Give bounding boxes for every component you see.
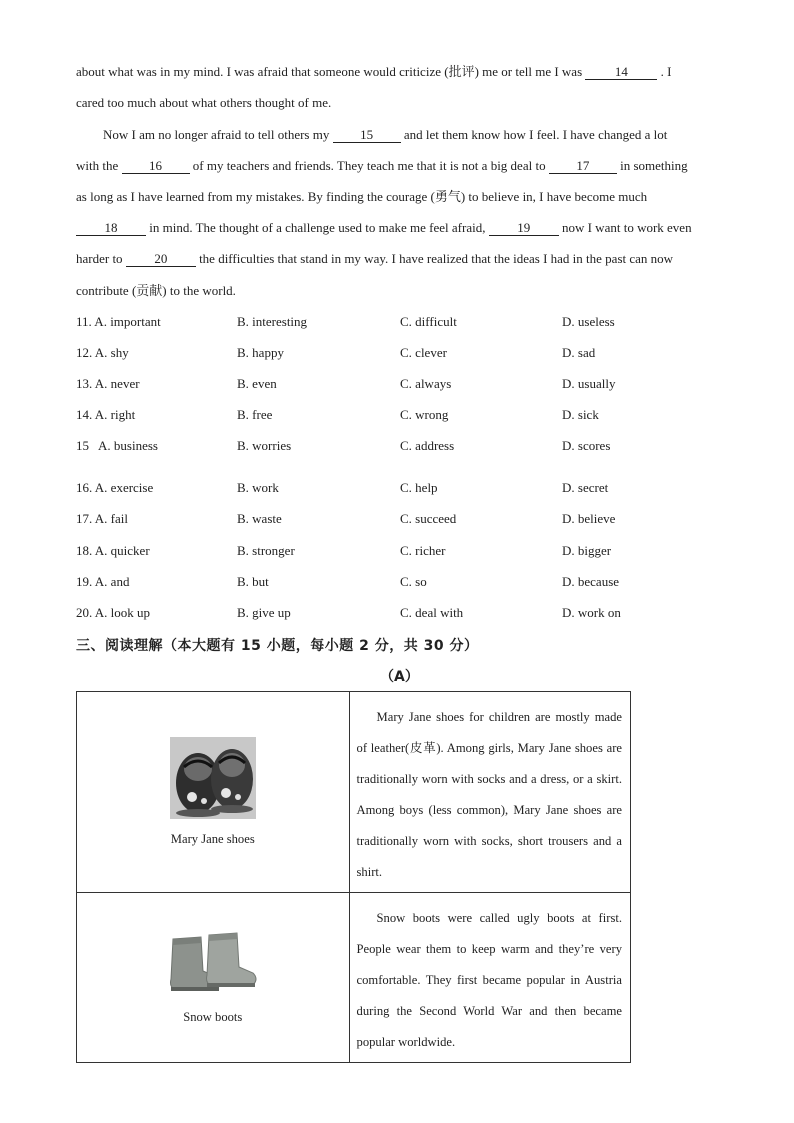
passage-text: in something <box>620 158 688 173</box>
option-c: C. succeed <box>400 511 457 526</box>
passage-text: the difficulties that stand in my way. I have realized that the ideas I had in the past can now <box>199 251 674 266</box>
option-c: C. so <box>400 574 427 589</box>
question-13 <box>76 375 676 393</box>
passage-line-5 <box>76 188 718 206</box>
option-d: D. scores <box>562 438 611 453</box>
question-20 <box>76 604 676 622</box>
blank-number: 15 <box>360 127 374 142</box>
blank-number: 14 <box>614 64 628 79</box>
blank-number: 16 <box>149 158 162 173</box>
option-a: 16. A. exercise <box>76 480 154 495</box>
option-a: 11. A. important <box>76 314 161 329</box>
option-c: C. difficult <box>400 314 457 329</box>
description-cell <box>349 692 630 893</box>
blank-19 <box>489 220 559 236</box>
description-body: Mary Jane shoes for children are mostly made of leather(皮革). Among girls, Mary Jane shoes are traditionally worn with socks and a dress, or a skirt. Among boys (less common), Mary Jane shoes are traditionally worn with socks, short trousers and a shirt. <box>356 710 622 879</box>
blank-number: 18 <box>104 220 118 235</box>
option-b: B. free <box>237 407 273 422</box>
passage-text: now I want to work even <box>561 220 692 235</box>
option-d: D. secret <box>562 480 609 495</box>
option-c: C. clever <box>400 345 447 360</box>
passage-text: cared too much about what others thought of me. <box>76 95 332 110</box>
passage-text: of my teachers and friends. They teach me that it is not a big deal to <box>192 158 546 173</box>
option-d: D. useless <box>562 314 615 329</box>
option-a: 20. A. look up <box>76 605 151 620</box>
option-b: B. happy <box>237 345 284 360</box>
option-d: D. sick <box>562 407 599 422</box>
option-c: C. address <box>400 438 455 453</box>
option-b: B. waste <box>237 511 282 526</box>
question-16 <box>76 479 676 497</box>
option-d: D. usually <box>562 376 616 391</box>
passage-line-6 <box>76 219 718 237</box>
passage-line-2 <box>76 94 718 112</box>
option-d: D. sad <box>562 345 596 360</box>
option-d: D. bigger <box>562 543 612 558</box>
blank-16 <box>122 158 190 174</box>
passage-text: harder to <box>76 251 123 266</box>
shoes-table <box>76 691 631 1063</box>
passage-text: about what was in my mind. I was afraid that someone would criticize (批评) me or tell me I was <box>76 64 583 79</box>
question-19 <box>76 573 676 591</box>
option-c: C. help <box>400 480 438 495</box>
option-b: B. even <box>237 376 277 391</box>
blank-14 <box>585 64 657 80</box>
option-a: 17. A. fail <box>76 511 128 526</box>
option-a: 12. A. shy <box>76 345 129 360</box>
option-a: 13. A. never <box>76 376 140 391</box>
blank-number: 19 <box>517 220 531 235</box>
option-a: 15 A. business <box>76 438 158 453</box>
option-a: 19. A. and <box>76 574 130 589</box>
question-11 <box>76 313 676 331</box>
option-c: C. richer <box>400 543 446 558</box>
mary-jane-shoes-icon <box>170 737 256 824</box>
question-18 <box>76 542 676 560</box>
image-cell <box>77 893 350 1063</box>
passage-text: as long as I have learned from my mistakes. By finding the courage (勇气) to believe in, I have become much <box>76 189 648 204</box>
question-17 <box>76 510 676 528</box>
blank-18 <box>76 220 146 236</box>
passage-line-1 <box>76 63 718 81</box>
blank-15 <box>333 127 401 143</box>
option-c: C. deal with <box>400 605 464 620</box>
section-title: 三、阅读理解（本大题有 15 小题，每小题 2 分，共 30 分） <box>76 638 479 654</box>
blank-17 <box>549 158 617 174</box>
option-b: B. stronger <box>237 543 295 558</box>
option-b: B. work <box>237 480 279 495</box>
description-text <box>350 692 630 892</box>
blank-20 <box>126 251 196 267</box>
description-body: Snow boots were called ugly boots at first. People wear them to keep warm and they’re very comfortable. They first became popular in Austria during the Second World War and then became popular worldwide. <box>356 911 622 1049</box>
passage-text: . I <box>660 64 672 79</box>
passage-line-4 <box>76 157 718 175</box>
description-text <box>350 893 630 1062</box>
option-b: B. but <box>237 574 269 589</box>
option-b: B. give up <box>237 605 291 620</box>
option-a: 14. A. right <box>76 407 136 422</box>
passage-text: contribute (贡献) to the world. <box>76 283 236 298</box>
blank-number: 17 <box>576 158 590 173</box>
passage-text: Now I am no longer afraid to tell others my <box>103 127 330 142</box>
passage-line-3 <box>103 126 718 144</box>
blank-number: 20 <box>154 251 168 266</box>
image-caption: Mary Jane shoes <box>170 832 255 846</box>
question-14 <box>76 406 676 424</box>
option-b: B. interesting <box>237 314 308 329</box>
option-c: C. always <box>400 376 452 391</box>
description-cell <box>349 893 630 1063</box>
table-row <box>77 692 631 893</box>
passage-text: in mind. The thought of a challenge used to make me feel afraid, <box>149 220 486 235</box>
question-15 <box>76 437 676 455</box>
table-row <box>77 893 631 1063</box>
option-d: D. because <box>562 574 620 589</box>
passage-line-7 <box>76 250 718 268</box>
option-b: B. worries <box>237 438 292 453</box>
image-cell <box>77 692 350 893</box>
passage-text: and let them know how I feel. I have changed a lot <box>403 127 668 142</box>
passage-line-8 <box>76 282 718 300</box>
section-subtitle: （A） <box>380 669 419 685</box>
option-a: 18. A. quicker <box>76 543 150 558</box>
option-c: C. wrong <box>400 407 449 422</box>
option-d: D. work on <box>562 605 621 620</box>
passage-text: with the <box>76 158 119 173</box>
image-caption: Snow boots <box>183 1009 243 1024</box>
question-12 <box>76 344 676 362</box>
snow-boots-icon <box>165 931 261 1002</box>
option-d: D. believe <box>562 511 616 526</box>
